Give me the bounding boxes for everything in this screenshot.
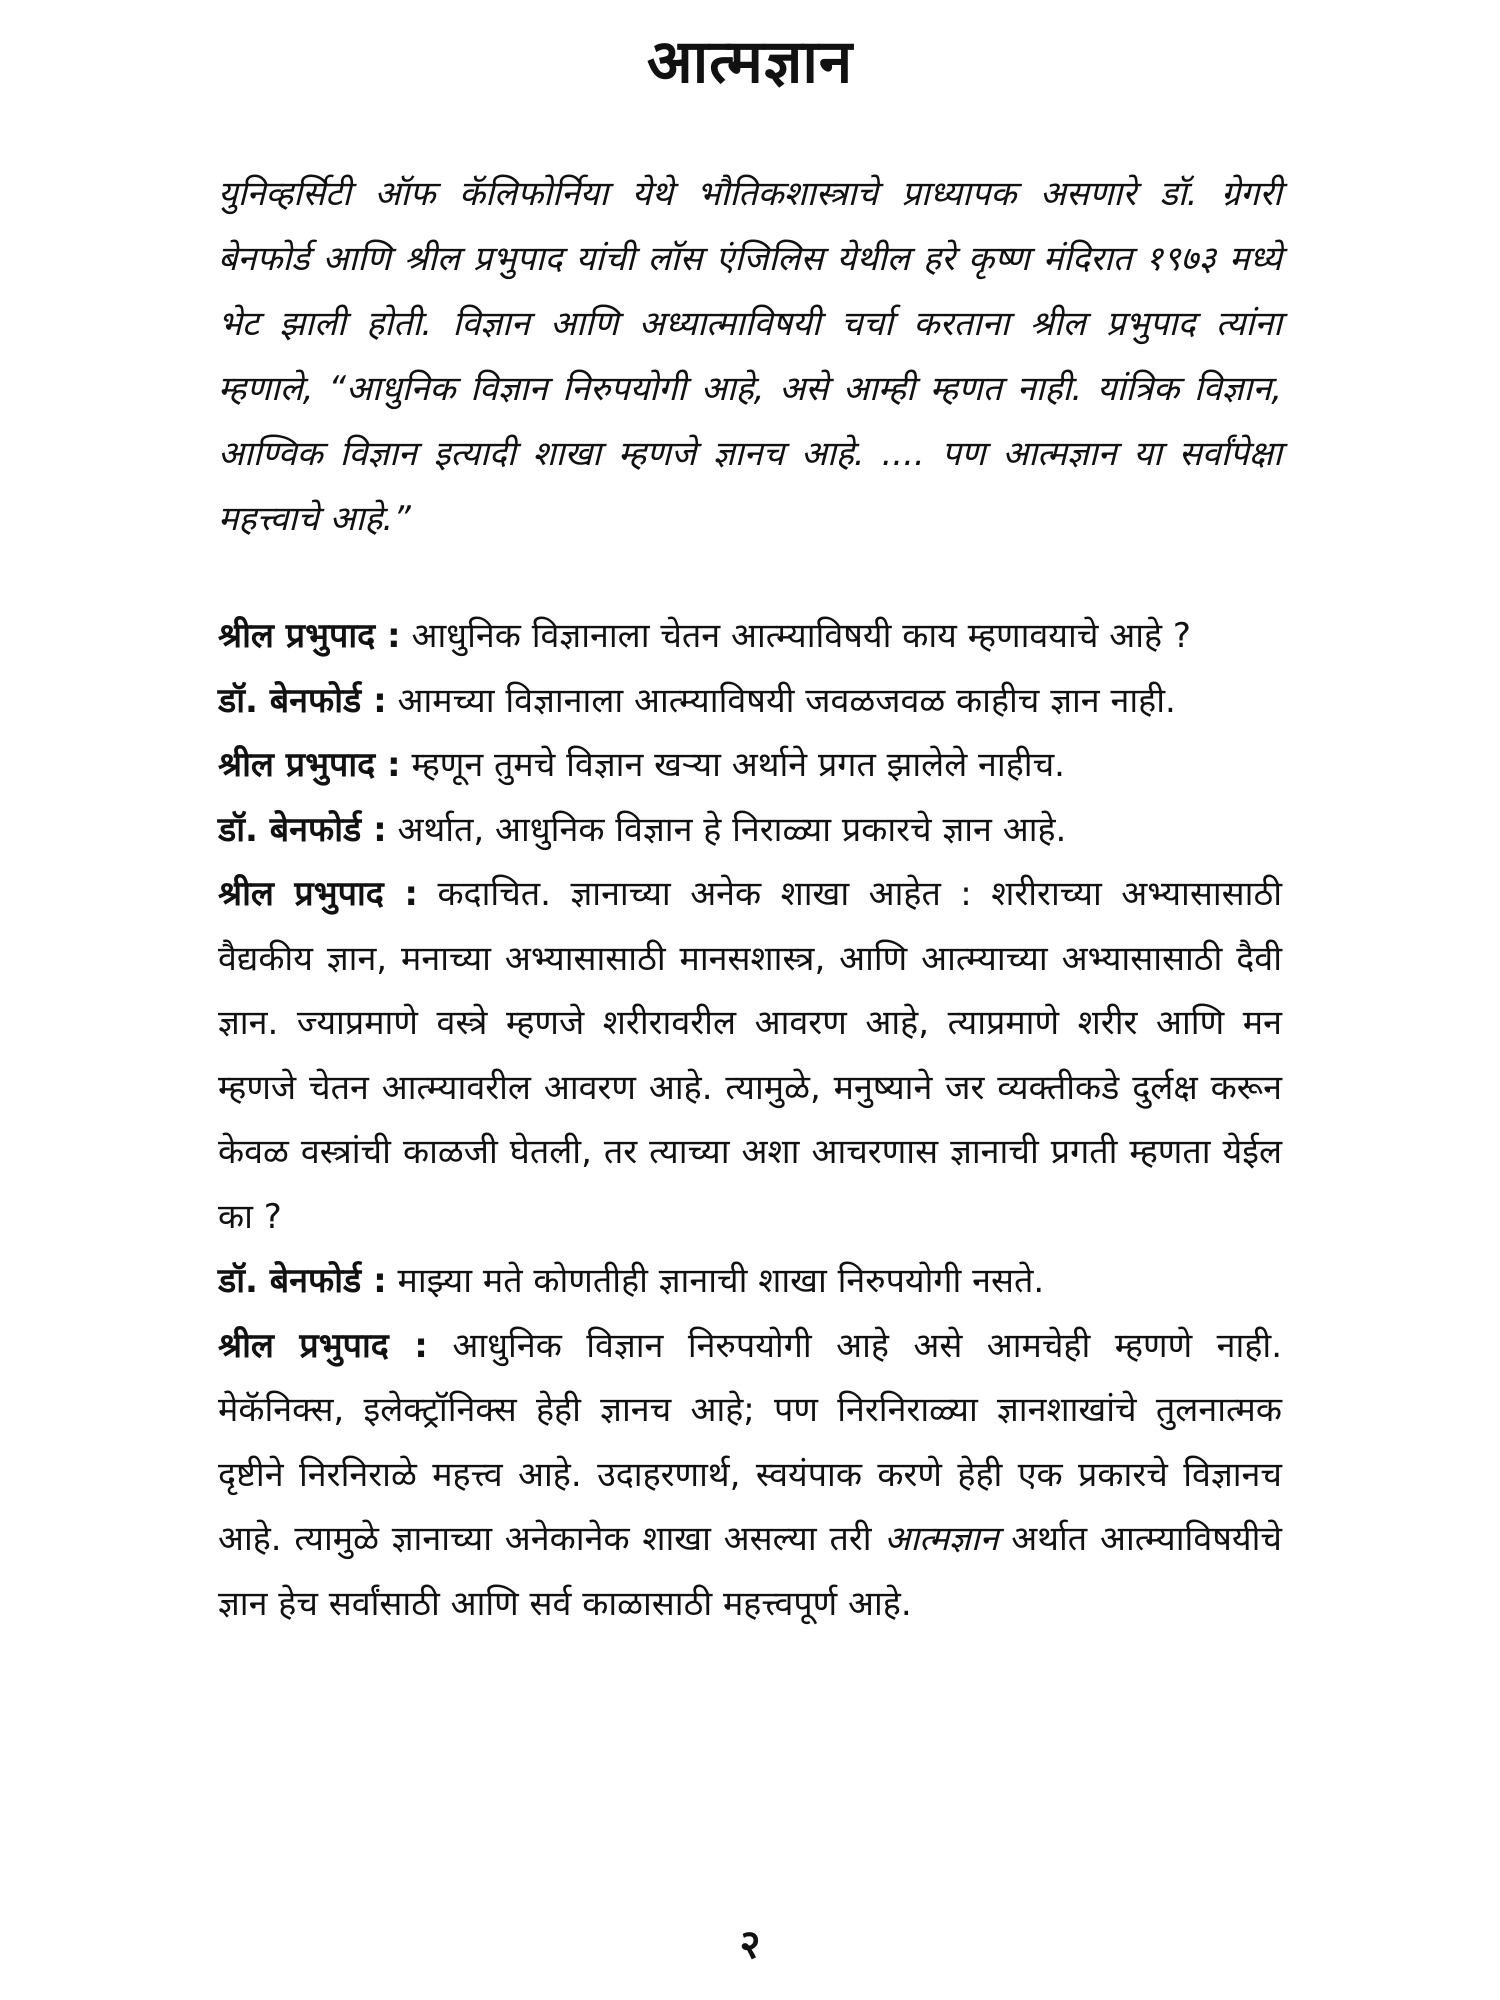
- dialogue-turn: [218, 733, 1282, 798]
- page-number: २: [739, 1922, 761, 1968]
- dialogue-turn: [218, 798, 1282, 863]
- dialogue-turn: [218, 1249, 1282, 1314]
- speaker-label: श्रील प्रभुपाद :: [218, 745, 401, 785]
- dialogue-text: आधुनिक विज्ञानाला चेतन आत्म्याविषयी काय म्हणावयाचे आहे ?: [411, 616, 1191, 656]
- speaker-label: डॉ. बेनफोर्ड :: [218, 1261, 387, 1301]
- dialogue-turn: [218, 1314, 1282, 1637]
- dialogue-turn: [218, 604, 1282, 669]
- speaker-label: श्रील प्रभुपाद :: [218, 874, 418, 914]
- intro-paragraph: युनिव्हर्सिटी ऑफ कॅलिफोर्निया येथे भौतिकशास्त्राचे प्राध्यापक असणारे डॉ. ग्रेगरी बेनफोर्ड आणि श्रील प्रभुपाद यांची लॉस एंजिलिस येथील हरे कृष्ण मंदिरात १९७३ मध्ये भेट झाली होती. विज्ञान आणि अध्यात्माविषयी चर्चा करताना श्रील प्रभुपाद त्यांना म्हणाले, “आधुनिक विज्ञान निरुपयोगी आहे, असे आम्ही म्हणत नाही. यांत्रिक विज्ञान, आण्विक विज्ञान इत्यादी शाखा म्हणजे ज्ञानच आहे. .... पण आत्मज्ञान या सर्वांपेक्षा महत्त्वाचे आहे.”: [218, 174, 1282, 539]
- dialogue-turn: [218, 862, 1282, 1249]
- dialogue-text: म्हणून तुमचे विज्ञान खऱ्या अर्थाने प्रगत झालेले नाहीच.: [411, 745, 1065, 785]
- speaker-label: श्रील प्रभुपाद :: [218, 1325, 428, 1366]
- dialogue-text: अर्थात, आधुनिक विज्ञान हे निराळ्या प्रकारचे ज्ञान आहे.: [397, 809, 1067, 850]
- dialogue-text: माझ्या मते कोणतीही ज्ञानाची शाखा निरुपयोगी नसते.: [397, 1261, 1045, 1301]
- chapter-title: आत्मज्ञान: [646, 27, 854, 97]
- emphasis-term: आत्मज्ञान: [884, 1519, 999, 1559]
- speaker-label: श्रील प्रभुपाद :: [218, 616, 401, 656]
- dialogue-text: कदाचित. ज्ञानाच्या अनेक शाखा आहेत : शरीराच्या अभ्यासासाठी वैद्यकीय ज्ञान, मनाच्या अभ्यासासाठी मानसशास्त्र, आणि आत्म्याच्या अभ्यासासाठी दैवी ज्ञान. ज्याप्रमाणे वस्त्रे म्हणजे शरीरावरील आवरण आहे, त्याप्रमाणे शरीर आणि मन म्हणजे चेतन आत्म्यावरील आवरण आहे. त्यामुळे, मनुष्याने जर व्यक्तीकडे दुर्लक्ष करून केवळ वस्त्रांची काळजी घेतली, तर त्याच्या अशा आचरणास ज्ञानाची प्रगती म्हणता येईल का ?: [218, 874, 1283, 1237]
- dialogue-text: आमच्या विज्ञानाला आत्म्याविषयी जवळजवळ काहीच ज्ञान नाही.: [397, 680, 1176, 721]
- dialogue-turn: [218, 669, 1282, 734]
- dialogue-text: अर्थात आत्म्याविषयीचे ज्ञान हेच सर्वांसाठी आणि सर्व काळासाठी महत्त्वपूर्ण आहे.: [218, 1519, 1283, 1624]
- speaker-label: डॉ. बेनफोर्ड :: [218, 680, 387, 721]
- dialogue-section: [218, 604, 1282, 1636]
- speaker-label: डॉ. बेनफोर्ड :: [218, 809, 387, 850]
- dialogue-text: आधुनिक विज्ञान निरुपयोगी आहे असे आमचेही म्हणणे नाही. मेकॅनिक्स, इलेक्ट्रॉनिक्स हेही ज्ञानच आहे; पण निरनिराळ्या ज्ञानशाखांचे तुलनात्मक दृष्टीने निरनिराळे महत्त्व आहे. उदाहरणार्थ, स्वयंपाक करणे हेही एक प्रकारचे विज्ञानच आहे. त्यामुळे ज्ञानाच्या अनेकानेक शाखा असल्या तरी: [218, 1325, 1283, 1559]
